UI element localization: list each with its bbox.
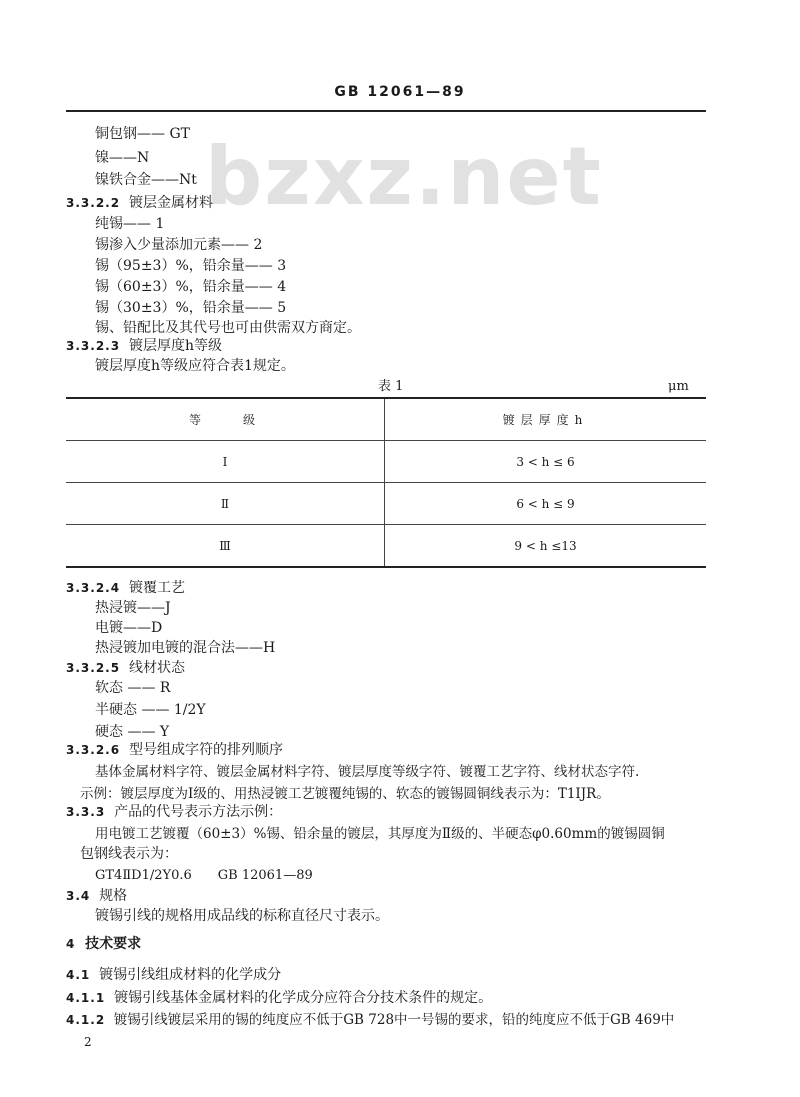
section-title: 线材状态 (128, 660, 185, 676)
cell-thickness: 3 < h ≤ 6 (385, 441, 707, 483)
text-line: 锡（30±3）%，铅余量—— 5 (95, 300, 287, 316)
page-header: GB 12061—89 (334, 84, 466, 100)
text-line: GT4ⅡD1/2Y0.6 GB 12061—89 (95, 868, 313, 883)
section-number: 3.3.2.4 (66, 581, 121, 595)
text-line: 锡渗入少量添加元素—— 2 (95, 237, 263, 253)
text-line: 示例：镀层厚度为Ⅰ级的、用热浸镀工艺镀覆纯锡的、软态的镀锡圆铜线表示为：T1ⅠJR。 (80, 786, 610, 802)
section-4-1-1 (66, 988, 492, 1008)
table-row (66, 483, 706, 525)
table-caption: 表 1 (378, 379, 404, 394)
section-number: 3.3.2.5 (66, 661, 121, 675)
header-grade: 等 级 (66, 398, 385, 441)
cell-thickness: 6 < h ≤ 9 (385, 483, 707, 525)
section-3-3-2-3 (66, 336, 222, 356)
table-header-row (66, 398, 706, 441)
text-line: 半硬态 —— 1/2Y (95, 702, 206, 718)
header-rule (66, 110, 706, 112)
section-title: 镀锡引线基体金属材料的化学成分应符合分技术条件的规定。 (114, 990, 493, 1006)
section-title: 技术要求 (85, 936, 142, 952)
section-number: 4.1.1 (66, 991, 106, 1005)
section-number: 4 (66, 937, 76, 951)
table-1 (66, 397, 706, 568)
section-4-1 (66, 965, 281, 985)
text-line: 用电镀工艺镀覆（60±3）%锡、铅余量的镀层，其厚度为Ⅱ级的、半硬态φ0.60mm的镀锡圆铜 (95, 826, 665, 842)
section-3-3-2-2 (66, 193, 213, 213)
text-line: 锡、铅配比及其代号也可由供需双方商定。 (95, 320, 361, 336)
text-line: 纯锡—— 1 (95, 216, 165, 232)
section-title: 镀锡引线镀层采用的锡的纯度应不低于GB 728中一号锡的要求，铅的纯度应不低于GB 469中 (113, 1012, 675, 1028)
section-title: 规格 (99, 888, 128, 904)
section-number: 3.3.3 (66, 805, 106, 819)
section-number: 3.3.2.2 (66, 196, 121, 210)
text-line: 镍铁合金——Nt (95, 172, 197, 188)
text-line: 镍——N (95, 150, 150, 166)
table-row (66, 441, 706, 483)
text-line: 硬态 —— Y (95, 724, 170, 740)
section-title: 型号组成字符的排列顺序 (128, 742, 283, 758)
text-line: 电镀——D (95, 620, 163, 636)
table-row (66, 525, 706, 568)
section-3-3-2-6 (66, 740, 283, 760)
text-line: 镀层厚度h等级应符合表1规定。 (95, 358, 295, 374)
text-line: 基体金属材料字符、镀层金属材料字符、镀层厚度等级字符、镀覆工艺字符、线材状态字符. (95, 764, 640, 780)
text-line: 热浸镀——J (95, 600, 171, 616)
section-title: 镀锡引线组成材料的化学成分 (99, 967, 282, 983)
header-thickness: 镀层厚度h (385, 398, 707, 441)
section-number: 3.3.2.6 (66, 743, 121, 757)
section-number: 4.1.2 (66, 1013, 106, 1027)
section-3-4 (66, 886, 127, 906)
text-line: 镀锡引线的规格用成品线的标称直径尺寸表示。 (95, 908, 389, 924)
section-4 (66, 934, 141, 954)
cell-grade: Ⅱ (66, 483, 385, 525)
section-3-3-3 (66, 802, 282, 822)
text-line: 锡（95±3）%，铅余量—— 3 (95, 258, 287, 274)
section-title: 镀层厚度h等级 (128, 338, 223, 354)
watermark: bzxz.net (205, 130, 603, 223)
section-number: 3.3.2.3 (66, 339, 121, 353)
text-line: 铜包钢—— GT (95, 126, 190, 142)
section-3-3-2-5 (66, 658, 185, 678)
page-number: 2 (84, 1035, 92, 1049)
section-title: 镀层金属材料 (128, 195, 213, 211)
text-line: 软态 —— R (95, 680, 171, 696)
text-line: 热浸镀加电镀的混合法——H (95, 640, 276, 656)
section-title: 产品的代号表示方法示例： (114, 804, 283, 820)
section-title: 镀覆工艺 (128, 580, 185, 596)
section-3-3-2-4 (66, 578, 185, 598)
text-line: 锡（60±3）%，铅余量—— 4 (95, 279, 287, 295)
cell-grade: Ⅲ (66, 525, 385, 568)
section-number: 4.1 (66, 968, 91, 982)
cell-grade: Ⅰ (66, 441, 385, 483)
section-number: 3.4 (66, 889, 91, 903)
cell-thickness: 9 < h ≤13 (385, 525, 707, 568)
text-line: 包钢线表示为： (80, 846, 178, 862)
section-4-1-2 (66, 1010, 674, 1030)
table-unit: μm (668, 379, 689, 394)
